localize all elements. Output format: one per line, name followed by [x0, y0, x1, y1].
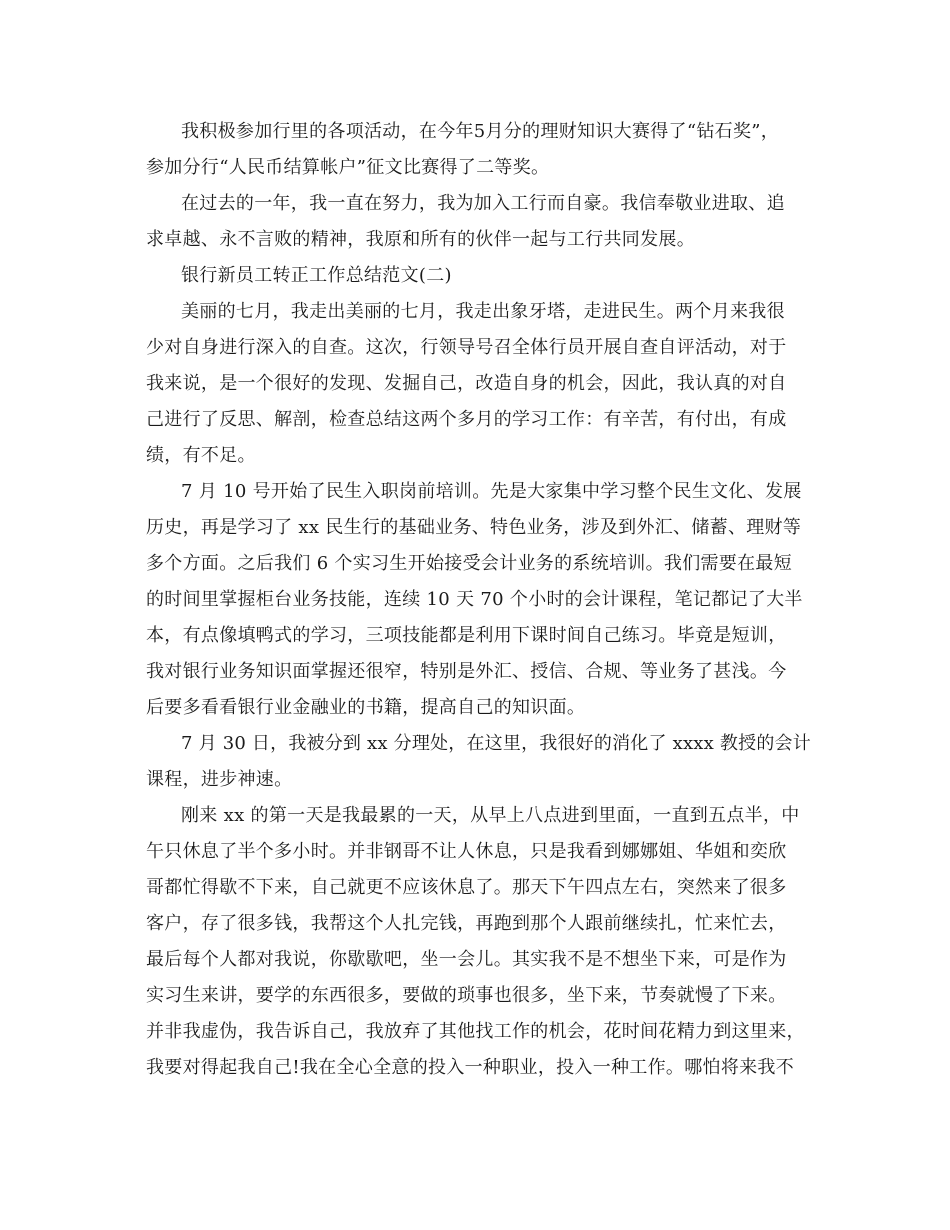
text-line: 最后每个人都对我说，你歇歇吧，坐一会儿。其实我不是不想坐下来，可是作为: [146, 949, 787, 970]
document-body: [146, 114, 811, 1086]
text-line: 刚来 xx 的第一天是我最累的一天，从早上八点进到里面，一直到五点半，中: [181, 805, 800, 826]
text-line: 己进行了反思、解剖，检查总结这两个多月的学习工作：有辛苦，有付出，有成: [146, 409, 787, 430]
text-line: 我要对得起我自己!我在全心全意的投入一种职业，投入一种工作。哪怕将来我不: [146, 1057, 795, 1078]
text-line: 多个方面。之后我们 6 个实习生开始接受会计业务的系统培训。我们需要在最短: [146, 553, 792, 574]
text-line: 求卓越、永不言败的精神，我原和所有的伙伴一起与工行共同发展。: [146, 229, 695, 250]
text-line: 参加分行“人民币结算帐户”征文比赛得了二等奖。: [146, 157, 550, 178]
text-line: 后要多看看银行业金融业的书籍，提高自己的知识面。: [146, 697, 586, 718]
text-line: 7 月 10 号开始了民生入职岗前培训。先是大家集中学习整个民生文化、发展: [181, 481, 802, 502]
text-line: 我对银行业务知识面掌握还很窄，特别是外汇、授信、合规、等业务了甚浅。今: [146, 661, 787, 682]
text-line: 我积极参加行里的各项活动，在今年5月分的理财知识大赛得了“钻石奖”，: [181, 121, 780, 142]
text-line: 美丽的七月，我走出美丽的七月，我走出象牙塔，走进民生。两个月来我很: [181, 301, 785, 322]
text-line: 午只休息了半个多小时。并非钢哥不让人休息，只是我看到娜娜姐、华姐和奕欣: [146, 841, 787, 862]
text-line: 绩，有不足。: [146, 445, 256, 466]
text-line: 历史，再是学习了 xx 民生行的基础业务、特色业务，涉及到外汇、储蓄、理财等: [146, 517, 802, 538]
text-line: 银行新员工转正工作总结范文(二): [181, 265, 452, 286]
text-line: 实习生来讲，要学的东西很多，要做的琐事也很多，坐下来，节奏就慢了下来。: [146, 985, 787, 1006]
text-line: 课程，进步神速。: [146, 769, 293, 790]
text-line: 并非我虚伪，我告诉自己，我放弃了其他找工作的机会，花时间花精力到这里来，: [146, 1021, 805, 1042]
text-line: 在过去的一年，我一直在努力，我为加入工行而自豪。我信奉敬业进取、追: [181, 193, 785, 214]
text-line: 我来说，是一个很好的发现、发掘自己，改造自身的机会，因此，我认真的对自: [146, 373, 787, 394]
text-line: 哥都忙得歇不下来，自己就更不应该休息了。那天下午四点左右，突然来了很多: [146, 877, 787, 898]
text-line: 客户，存了很多钱，我帮这个人扎完钱，再跑到那个人跟前继续扎，忙来忙去，: [146, 913, 787, 934]
text-line: 的时间里掌握柜台业务技能，连续 10 天 70 个小时的会计课程，笔记都记了大半: [146, 589, 803, 610]
text-line: 7 月 30 日，我被分到 xx 分理处，在这里，我很好的消化了 xxxx 教授的会计: [181, 733, 811, 754]
text-line: 少对自身进行深入的自查。这次，行领导号召全体行员开展自查自评活动，对于: [146, 337, 787, 358]
text-line: 本，有点像填鸭式的学习，三项技能都是利用下课时间自己练习。毕竟是短训，: [146, 625, 787, 646]
